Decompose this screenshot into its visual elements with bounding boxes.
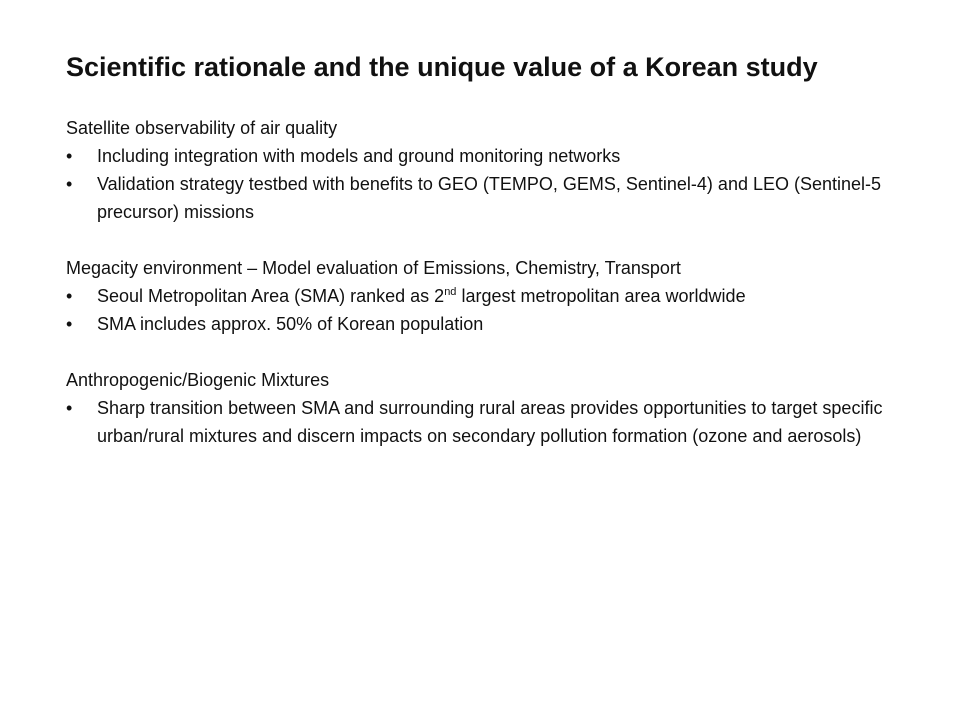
list-item [66, 310, 926, 338]
list-item [66, 282, 926, 310]
bullet-icon: • [66, 314, 73, 334]
ordinal-superscript: nd [444, 286, 457, 298]
list-item-text: Sharp transition between SMA and surrounding rural areas provides opportunities to target specific urban/rural mixtures and discern impacts on secondary pollution formation (ozone and aerosols) [97, 398, 883, 446]
bullet-icon: • [66, 286, 73, 306]
bullet-icon: • [66, 174, 73, 194]
section-satellite-observability [66, 114, 926, 226]
bullet-list [66, 394, 926, 450]
list-item [66, 170, 926, 226]
section-megacity-environment [66, 254, 926, 338]
section-heading: Anthropogenic/Biogenic Mixtures [66, 370, 330, 390]
list-item-text [97, 286, 746, 306]
slide-body [66, 114, 926, 450]
list-item-text: SMA includes approx. 50% of Korean population [97, 314, 484, 334]
bullet-icon: • [66, 398, 73, 418]
list-item-text-after: largest metropolitan area worldwide [456, 286, 746, 306]
bullet-list [66, 282, 926, 338]
list-item-text: Validation strategy testbed with benefits to GEO (TEMPO, GEMS, Sentinel-4) and LEO (Sentinel-5 precursor) missions [97, 174, 882, 222]
list-item [66, 142, 926, 170]
section-heading: Satellite observability of air quality [66, 118, 338, 138]
list-item-text-before: Seoul Metropolitan Area (SMA) ranked as 2 [97, 286, 445, 306]
bullet-icon: • [66, 146, 73, 166]
slide-title: Scientific rationale and the unique value of a Korean study [66, 52, 818, 82]
list-item [66, 394, 926, 450]
bullet-list [66, 142, 926, 226]
section-heading: Megacity environment – Model evaluation of Emissions, Chemistry, Transport [66, 258, 681, 278]
list-item-text: Including integration with models and ground monitoring networks [97, 146, 621, 166]
section-anthropogenic-biogenic-mixtures [66, 366, 926, 450]
